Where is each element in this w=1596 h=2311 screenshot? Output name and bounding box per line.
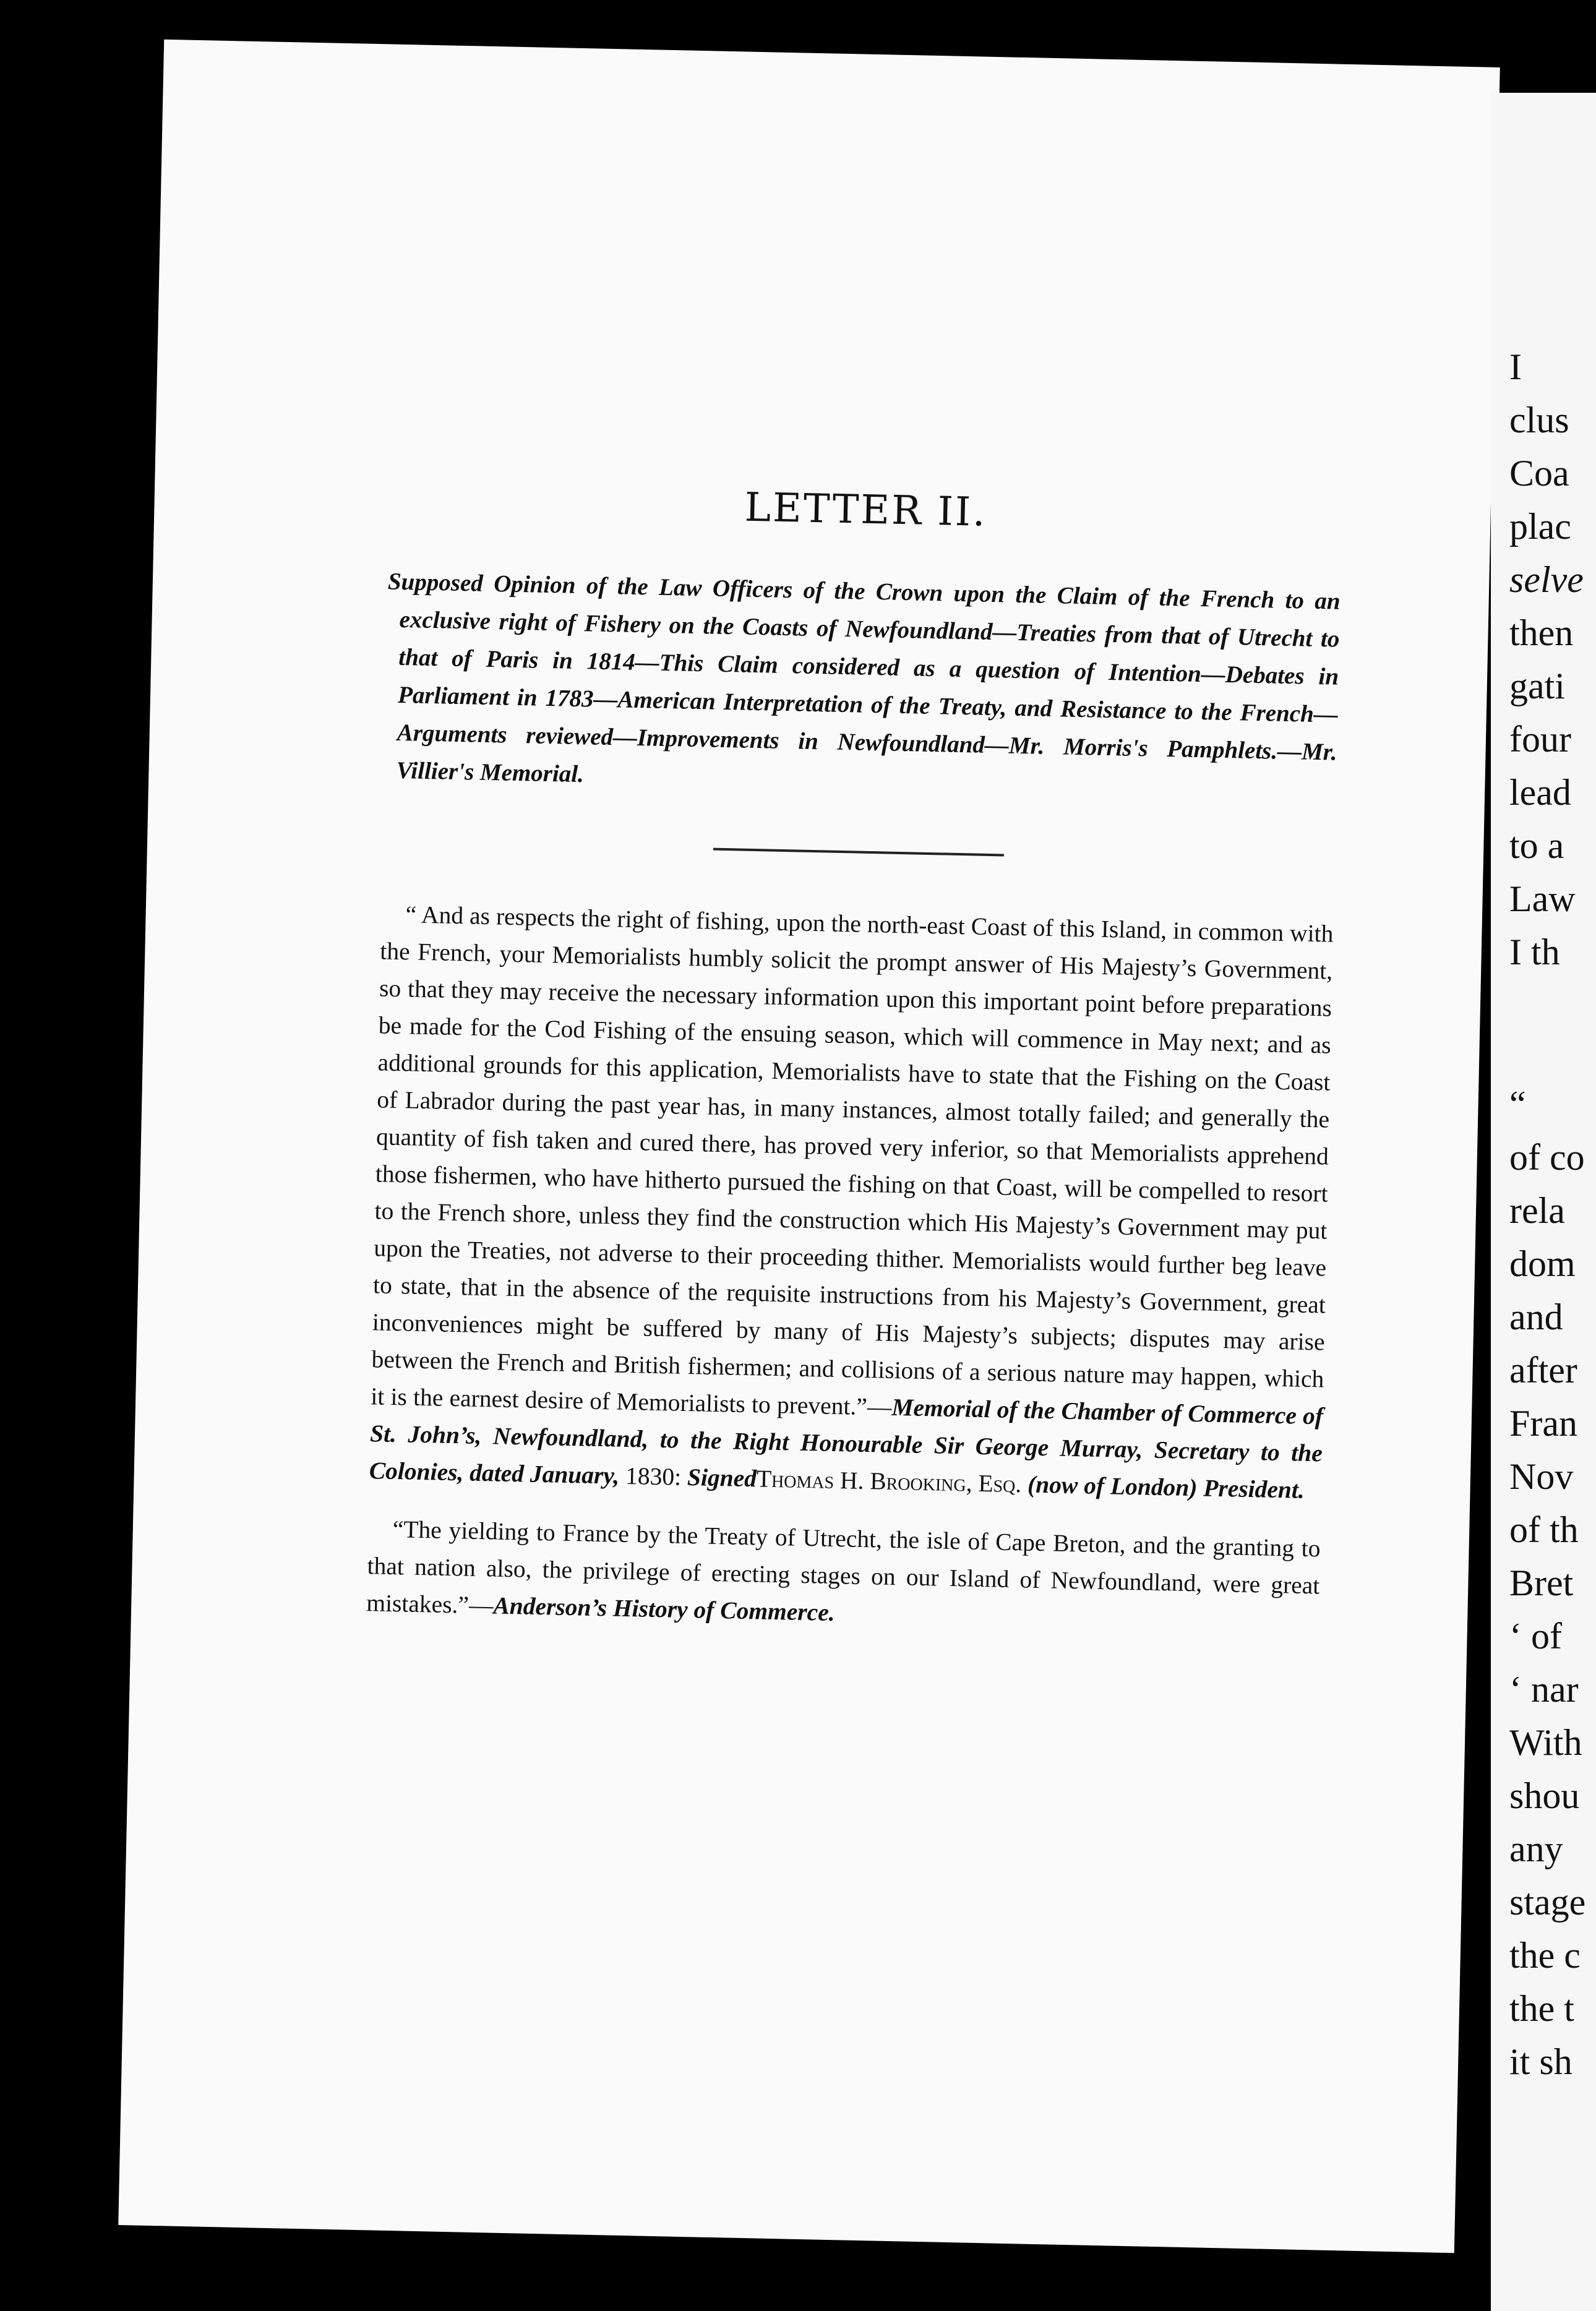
right-line: Fran bbox=[1509, 1403, 1577, 1444]
right-line: With bbox=[1509, 1722, 1582, 1763]
right-line: shou bbox=[1509, 1775, 1580, 1816]
right-line: selve bbox=[1509, 559, 1584, 600]
memorial-citation-end: (now of London) President. bbox=[1021, 1470, 1305, 1504]
anderson-quote bbox=[366, 1510, 1321, 1641]
right-line: I th bbox=[1509, 932, 1560, 972]
memorial-quote-text: “ And as respects the right of fishing, upon the north-east Coast of this Island, in common with the French, your Memorialists humbly solicit the prompt answer of His Majesty’s Government, so that they may receive the necessary information upon this important point before preparations be made for the Cod Fishing of the ensuing season, which will commence in May next; and as additional grounds for this application, Memorialists have to state that the Fishing on the Coast of Labrador during the past year has, in many instances, almost totally failed; and generally the quantity of fish taken and cured there, has proved very inferior, so that Memorialists apprehend those fishermen, who have hitherto pursued the fishing on that Coast, will be compelled to resort to the French shore, unless they find the construction which His Majesty’s Government may put upon the Treaties, not adverse to their proceeding thither. Memorialists would further beg leave to state, that in the absence of the requisite instructions from his Majesty’s Government, great inconveniences might be suffered by many of His Majesty’s subjects; disputes may arise between the French and British fishermen; and collisions of a serious nature may happen, which it is the earnest desire of Memorialists to prevent.”— bbox=[370, 901, 1334, 1421]
right-line: Coa bbox=[1509, 453, 1569, 494]
right-line: four bbox=[1509, 719, 1571, 760]
right-line: “ bbox=[1509, 1084, 1526, 1125]
right-line: Nov bbox=[1509, 1456, 1574, 1497]
right-line: dom bbox=[1509, 1243, 1576, 1284]
right-line: then bbox=[1509, 612, 1574, 653]
right-line: ‘ of bbox=[1509, 1616, 1562, 1657]
left-page bbox=[118, 40, 1500, 2253]
right-line: of th bbox=[1509, 1509, 1579, 1550]
right-line: the t bbox=[1509, 1988, 1574, 2029]
right-line: plac bbox=[1509, 506, 1571, 547]
right-line: stage bbox=[1509, 1882, 1586, 1923]
right-line: lead bbox=[1509, 772, 1571, 813]
letter-title: LETTER II. bbox=[744, 484, 988, 536]
right-page-fragment bbox=[1491, 93, 1596, 2311]
anderson-quote-text: “The yielding to France by the Treaty of Utrecht, the isle of Cape Breton, and the granting to that nation also, the privilege of erecting stages on our Island of Newfoundland, were great mistakes.”— bbox=[366, 1516, 1321, 1619]
right-line: gati bbox=[1509, 666, 1565, 706]
right-line: I bbox=[1509, 346, 1522, 387]
right-line: the c bbox=[1509, 1935, 1581, 1976]
memorial-citation-name: Thomas H. Brooking, Esq. bbox=[756, 1465, 1022, 1498]
memorial-citation: Memorial of the Chamber of Commerce of St. John’s, Newfoundland, to the Right Honourable Sir George Murray, Secretary to the Colonies, dated January, bbox=[369, 1393, 1324, 1490]
right-line: of co bbox=[1509, 1137, 1585, 1178]
right-line: Law bbox=[1509, 878, 1576, 919]
right-line: rela bbox=[1509, 1190, 1565, 1231]
left-page-content bbox=[366, 478, 1342, 1642]
memorial-citation-signed: Signed bbox=[687, 1463, 757, 1493]
right-line: Bret bbox=[1509, 1563, 1574, 1603]
epigraph-quotes bbox=[366, 895, 1334, 1641]
memorial-citation-year: 1830: bbox=[619, 1462, 688, 1491]
anderson-citation: Anderson’s History of Commerce. bbox=[493, 1592, 836, 1627]
right-line: and bbox=[1509, 1297, 1563, 1337]
right-line: any bbox=[1509, 1829, 1563, 1869]
right-line: after bbox=[1509, 1350, 1577, 1391]
right-line: it sh bbox=[1509, 2041, 1572, 2082]
right-line: clus bbox=[1509, 400, 1569, 440]
chapter-summary: Supposed Opinion of the Law Officers of the Crown upon the Claim of the French to an exclusive right of Fishery on the Coasts of Newfoundland—Treaties from that of Utrecht to that of Paris in 1814—This Claim considered as a question of Intention—Debates in Parliament in 1783—American Interpretation of the Treaty, and Resistance to the French—Arguments reviewed—Improvements in Newfoundland—Mr. Morris's Pamphlets.—Mr. Villier's Memorial. bbox=[387, 568, 1341, 788]
right-page-gap bbox=[1509, 979, 1585, 1078]
right-page-lines bbox=[1509, 340, 1585, 2088]
right-line: to a bbox=[1509, 825, 1564, 866]
right-line: ‘ nar bbox=[1509, 1669, 1579, 1710]
section-rule bbox=[713, 848, 1004, 857]
memorial-quote bbox=[369, 895, 1334, 1509]
